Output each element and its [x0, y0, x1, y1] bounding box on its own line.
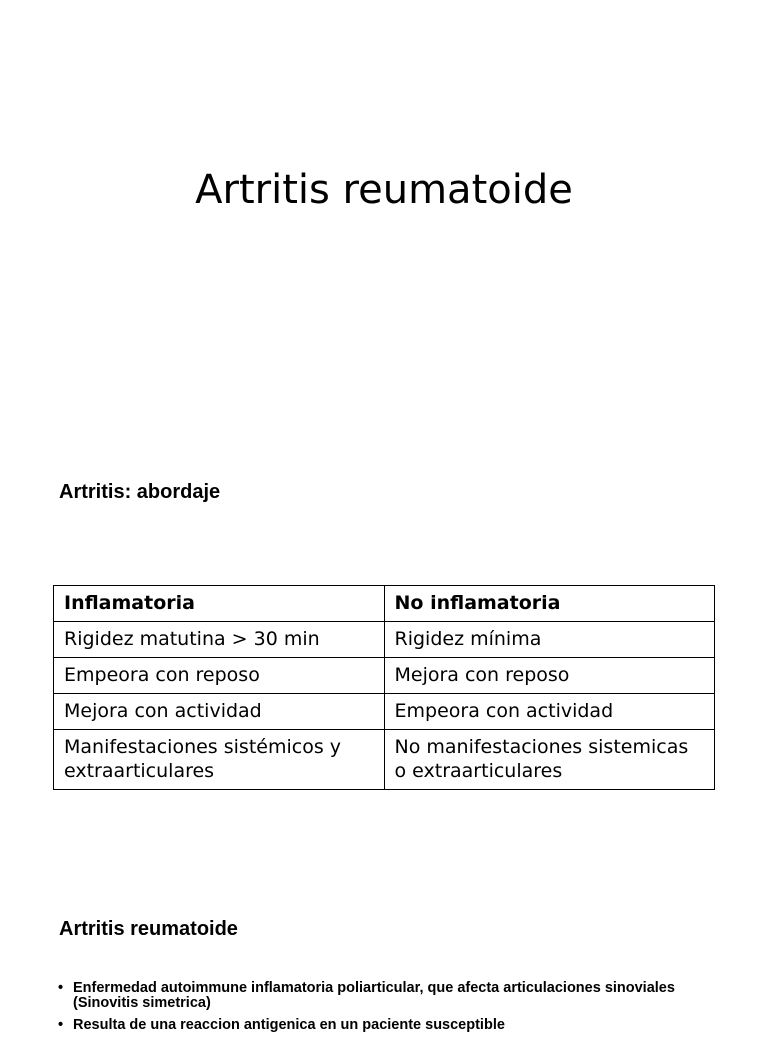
table-row	[54, 730, 715, 790]
table-row	[54, 658, 715, 694]
list-item-text: Enfermedad autoimmune inflamatoria poliarticular, que afecta articulaciones sinoviales (Sinovitis simetrica)	[73, 980, 675, 1011]
table-cell: Empeora con reposo	[54, 658, 385, 694]
page-title: Artritis reumatoide	[195, 167, 573, 213]
list-item-text: Resulta de una reaccion antigenica en un paciente susceptible	[73, 1017, 505, 1033]
table-cell: Empeora con actividad	[384, 694, 715, 730]
table-row	[54, 694, 715, 730]
inflammatory-criteria-table	[53, 585, 715, 790]
table-cell: Mejora con actividad	[54, 694, 385, 730]
bullet-list	[58, 981, 718, 1040]
bullet-icon: •	[58, 980, 64, 996]
table-header-cell: No inflamatoria	[384, 586, 715, 622]
table-cell: Rigidez matutina > 30 min	[54, 622, 385, 658]
table-cell: No manifestaciones sistemicas o extraarticulares	[384, 730, 715, 790]
section-heading-abordaje: Artritis: abordaje	[59, 481, 221, 503]
table-header-cell: Inflamatoria	[54, 586, 385, 622]
list-item	[58, 1018, 718, 1033]
table-header-row	[54, 586, 715, 622]
table-row	[54, 622, 715, 658]
bullet-icon: •	[58, 1017, 64, 1033]
table-cell: Manifestaciones sistémicos y extraarticulares	[54, 730, 385, 790]
section-heading-artritis-reumatoide: Artritis reumatoide	[59, 918, 238, 940]
list-item	[58, 981, 718, 1011]
table-cell: Mejora con reposo	[384, 658, 715, 694]
table-cell: Rigidez mínima	[384, 622, 715, 658]
